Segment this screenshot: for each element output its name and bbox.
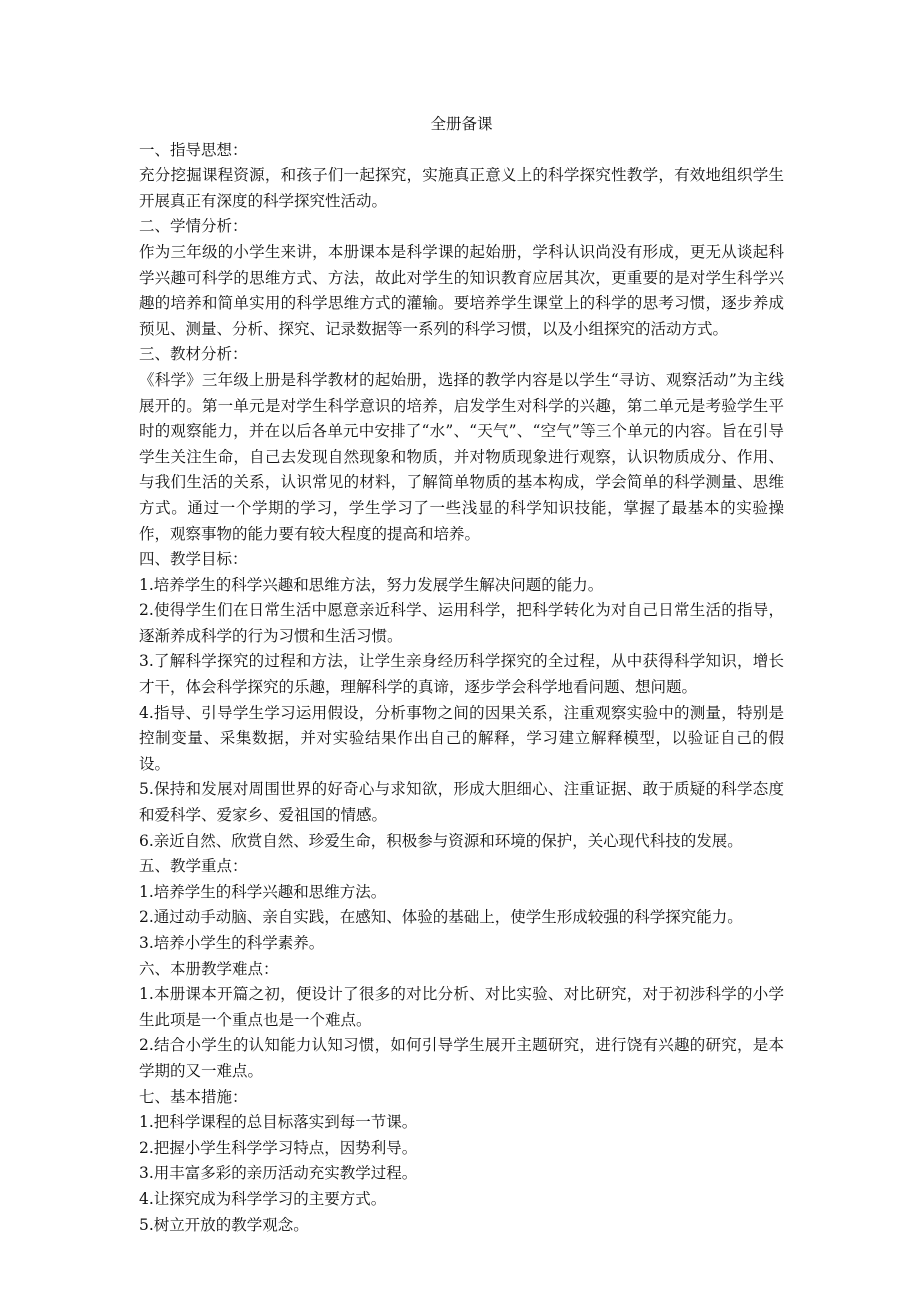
list-item: 1.培养学生的科学兴趣和思维方法，努力发展学生解决问题的能力。 [139,575,604,594]
section-textbook-analysis [139,342,784,547]
document-title: 全册备课 [430,115,493,133]
section-student-analysis [139,214,784,342]
section-heading: 三、教材分析： [139,345,248,364]
section-key-points [139,854,784,956]
list-item: 6.亲近自然、欣赏自然、珍爱生命，积极参与资源和环境的保护，关心现代科技的发展。 [139,831,743,850]
section-heading: 七、基本措施： [139,1087,248,1106]
section-heading: 五、教学重点： [139,857,248,876]
paragraph: 作为三年级的小学生来讲，本册课本是科学课的起始册，学科认识尚没有形成，更无从谈起科学兴趣可科学的思维方式、方法，故此对学生的知识教育应居其次，更重要的是对学生科学兴趣的培养和简单实用的科学思维方式的灌输。要培养学生课堂上的科学的思考习惯，逐步养成预见、测量、分析、探究、记录数据等一系列的科学习惯，以及小组探究的活动方式。 [139,242,784,338]
list-item: 2.通过动手动脑、亲自实践，在感知、体验的基础上，使学生形成较强的科学探究能力。 [139,908,743,927]
list-item: 1.培养学生的科学兴趣和思维方法。 [139,882,387,901]
section-heading: 一、指导思想： [139,140,248,159]
paragraph: 《科学》三年级上册是科学教材的起始册，选择的教学内容是以学生“寻访、观察活动”为主线展开的。第一单元是对学生科学意识的培养，启发学生对科学的兴趣，第二单元是考验学生平时的观察能力，并在以后各单元中安排了“水”、“天气”、“空气”等三个单元的内容。旨在引导学生关注生命，自己去发现自然现象和物质，并对物质现象进行观察，认识物质成分、作用、与我们生活的关系，认识常见的材料，了解简单物质的基本构成，学会简单的科学测量、思维方式。通过一个学期的学习，学生学习了一些浅显的科学知识技能，掌握了最基本的实验操作，观察事物的能力要有较大程度的提高和培养。 [139,370,784,543]
section-heading: 二、学情分析： [139,217,248,236]
list-item: 3.用丰富多彩的亲历活动充实教学过程。 [139,1164,418,1183]
section-teaching-goals [139,547,784,854]
list-item: 3.了解科学探究的过程和方法，让学生亲身经历科学探究的全过程，从中获得科学知识，增长才干，体会科学探究的乐趣，理解科学的真谛，逐步学会科学地看问题、想问题。 [139,652,784,697]
list-item: 2.把握小学生科学学习特点，因势利导。 [139,1138,418,1157]
list-item: 1.把科学课程的总目标落实到每一节课。 [139,1113,418,1132]
list-item: 4.指导、引导学生学习运用假设，分析事物之间的因果关系，注重观察实验中的测量，特别是控制变量、采集数据，并对实验结果作出自己的解释，学习建立解释模型，以验证自己的假设。 [139,703,784,773]
section-difficulties [139,957,784,1085]
list-item: 1.本册课本开篇之初，便设计了很多的对比分析、对比实验、对比研究，对于初涉科学的小学生此项是一个重点也是一个难点。 [139,985,784,1029]
document-page [139,112,784,1238]
section-heading: 六、本册教学难点： [139,959,279,978]
list-item: 4.让探究成为科学学习的主要方式。 [139,1189,387,1208]
list-item: 5.树立开放的教学观念。 [139,1215,309,1234]
list-item: 3.培养小学生的科学素养。 [139,934,325,952]
section-guiding-thought [139,138,784,215]
section-measures [139,1085,784,1239]
paragraph: 充分挖掘课程资源，和孩子们一起探究，实施真正意义上的科学探究性教学，有效地组织学生开展真正有深度的科学探究性活动。 [139,166,784,210]
list-item: 5.保持和发展对周围世界的好奇心与求知欲，形成大胆细心、注重证据、敢于质疑的科学态度和爱科学、爱家乡、爱祖国的情感。 [139,780,784,825]
section-heading: 四、教学目标： [139,550,248,569]
list-item: 2.结合小学生的认知能力认知习惯，如何引导学生展开主题研究，进行饶有兴趣的研究，是本学期的又一难点。 [139,1036,784,1080]
list-item: 2.使得学生们在日常生活中愿意亲近科学、运用科学，把科学转化为对自己日常生活的指导，逐渐养成科学的行为习惯和生活习惯。 [139,601,784,645]
